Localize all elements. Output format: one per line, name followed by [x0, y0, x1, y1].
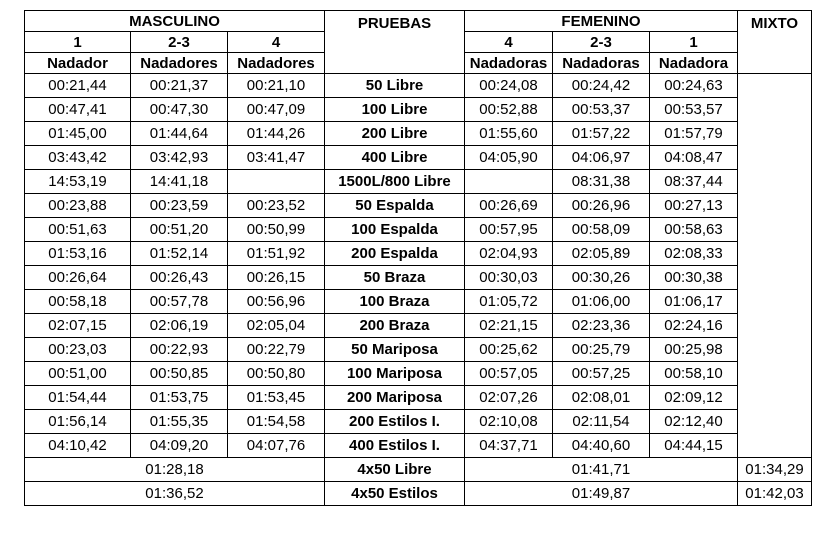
masc-time-cell: 00:56,96	[228, 290, 325, 314]
fem-time-cell: 04:05,90	[465, 146, 553, 170]
event-name-cell: 100 Libre	[325, 98, 465, 122]
table-row	[25, 122, 812, 146]
fem-time-cell: 00:52,88	[465, 98, 553, 122]
masc-time-cell: 01:44,64	[131, 122, 228, 146]
fem-time-cell: 02:12,40	[650, 410, 738, 434]
mixto-empty-cell	[738, 74, 812, 458]
event-name-cell: 50 Braza	[325, 266, 465, 290]
fem-time-cell: 00:24,42	[553, 74, 650, 98]
pruebas-header: PRUEBAS	[325, 11, 465, 74]
fem-time-cell: 00:26,69	[465, 194, 553, 218]
masc-time-cell: 00:26,64	[25, 266, 131, 290]
masc-time-cell: 00:50,99	[228, 218, 325, 242]
fem-time-cell: 00:25,79	[553, 338, 650, 362]
fem-time-cell: 00:58,09	[553, 218, 650, 242]
table-row	[25, 386, 812, 410]
fem-time-cell: 00:57,95	[465, 218, 553, 242]
masc-relay-time: 01:36,52	[25, 482, 325, 506]
table-body	[25, 74, 812, 506]
event-name-cell: 200 Estilos I.	[325, 410, 465, 434]
masc-time-cell: 01:45,00	[25, 122, 131, 146]
masc-time-cell: 04:10,42	[25, 434, 131, 458]
fem-time-cell: 02:10,08	[465, 410, 553, 434]
masc-time-cell: 01:52,14	[131, 242, 228, 266]
masc-time-cell: 00:58,18	[25, 290, 131, 314]
masc-time-cell: 01:54,44	[25, 386, 131, 410]
masc-time-cell: 02:05,04	[228, 314, 325, 338]
table-row	[25, 170, 812, 194]
masc-time-cell: 00:57,78	[131, 290, 228, 314]
masc-time-cell: 02:07,15	[25, 314, 131, 338]
fem-time-cell: 04:06,97	[553, 146, 650, 170]
fem-time-cell: 00:24,08	[465, 74, 553, 98]
fem-relay-time: 01:49,87	[465, 482, 738, 506]
masc-col-label: Nadadores	[131, 53, 228, 74]
event-name-cell: 200 Libre	[325, 122, 465, 146]
masc-time-cell: 01:53,75	[131, 386, 228, 410]
fem-time-cell: 01:55,60	[465, 122, 553, 146]
masc-time-cell: 01:53,16	[25, 242, 131, 266]
fem-time-cell: 01:05,72	[465, 290, 553, 314]
event-name-cell: 50 Libre	[325, 74, 465, 98]
masc-col-number: 1	[25, 32, 131, 53]
mixto-header: MIXTO	[738, 11, 812, 74]
event-name-cell: 50 Mariposa	[325, 338, 465, 362]
masc-col-label: Nadador	[25, 53, 131, 74]
fem-time-cell: 04:44,15	[650, 434, 738, 458]
relay-event-name: 4x50 Libre	[325, 458, 465, 482]
event-name-cell: 50 Espalda	[325, 194, 465, 218]
mixto-relay-time: 01:34,29	[738, 458, 812, 482]
table-row	[25, 146, 812, 170]
fem-time-cell: 00:58,10	[650, 362, 738, 386]
masc-col-number: 2-3	[131, 32, 228, 53]
table-row	[25, 74, 812, 98]
fem-col-number: 4	[465, 32, 553, 53]
fem-col-label: Nadadoras	[465, 53, 553, 74]
fem-time-cell: 02:08,01	[553, 386, 650, 410]
masc-time-cell: 00:51,63	[25, 218, 131, 242]
masc-time-cell: 00:23,59	[131, 194, 228, 218]
fem-time-cell: 02:24,16	[650, 314, 738, 338]
event-name-cell: 400 Libre	[325, 146, 465, 170]
masc-time-cell: 00:47,30	[131, 98, 228, 122]
fem-time-cell: 02:05,89	[553, 242, 650, 266]
fem-time-cell: 01:06,00	[553, 290, 650, 314]
fem-col-label: Nadadora	[650, 53, 738, 74]
table-row	[25, 434, 812, 458]
masc-time-cell: 14:41,18	[131, 170, 228, 194]
relay-event-name: 4x50 Estilos	[325, 482, 465, 506]
event-name-cell: 200 Braza	[325, 314, 465, 338]
masc-time-cell: 00:23,88	[25, 194, 131, 218]
masc-time-cell: 00:51,20	[131, 218, 228, 242]
masc-time-cell: 01:55,35	[131, 410, 228, 434]
table-row	[25, 410, 812, 434]
fem-time-cell: 08:31,38	[553, 170, 650, 194]
masc-time-cell: 00:23,03	[25, 338, 131, 362]
fem-col-number: 2-3	[553, 32, 650, 53]
masc-time-cell: 04:07,76	[228, 434, 325, 458]
fem-time-cell: 01:57,79	[650, 122, 738, 146]
fem-time-cell: 02:04,93	[465, 242, 553, 266]
fem-time-cell: 00:26,96	[553, 194, 650, 218]
masc-time-cell: 00:21,10	[228, 74, 325, 98]
masculino-header: MASCULINO	[25, 11, 325, 32]
fem-time-cell: 00:30,38	[650, 266, 738, 290]
masc-time-cell: 00:22,79	[228, 338, 325, 362]
fem-time-cell: 00:25,98	[650, 338, 738, 362]
table-row	[25, 218, 812, 242]
masc-time-cell: 01:56,14	[25, 410, 131, 434]
fem-col-number: 1	[650, 32, 738, 53]
masc-time-cell: 03:43,42	[25, 146, 131, 170]
event-name-cell: 100 Braza	[325, 290, 465, 314]
fem-time-cell: 02:21,15	[465, 314, 553, 338]
fem-time-cell: 00:57,25	[553, 362, 650, 386]
masc-time-cell: 00:21,37	[131, 74, 228, 98]
fem-time-cell: 00:57,05	[465, 362, 553, 386]
masc-time-cell: 00:50,85	[131, 362, 228, 386]
fem-col-label: Nadadoras	[553, 53, 650, 74]
table-row	[25, 242, 812, 266]
event-name-cell: 400 Estilos I.	[325, 434, 465, 458]
fem-time-cell: 01:57,22	[553, 122, 650, 146]
table-row	[25, 314, 812, 338]
masc-time-cell: 00:47,09	[228, 98, 325, 122]
fem-time-cell: 01:06,17	[650, 290, 738, 314]
fem-time-cell: 00:53,37	[553, 98, 650, 122]
fem-time-cell: 02:07,26	[465, 386, 553, 410]
relay-row	[25, 458, 812, 482]
fem-time-cell: 02:11,54	[553, 410, 650, 434]
table-header	[25, 11, 812, 74]
masc-time-cell: 01:54,58	[228, 410, 325, 434]
masc-time-cell: 00:23,52	[228, 194, 325, 218]
fem-time-cell: 02:08,33	[650, 242, 738, 266]
masc-time-cell: 14:53,19	[25, 170, 131, 194]
event-name-cell: 200 Mariposa	[325, 386, 465, 410]
fem-time-cell: 08:37,44	[650, 170, 738, 194]
table-row	[25, 362, 812, 386]
table-row	[25, 98, 812, 122]
masc-time-cell: 00:50,80	[228, 362, 325, 386]
masc-time-cell: 00:22,93	[131, 338, 228, 362]
fem-time-cell: 00:30,26	[553, 266, 650, 290]
masc-time-cell: 00:26,43	[131, 266, 228, 290]
fem-time-cell: 04:40,60	[553, 434, 650, 458]
masc-time-cell	[228, 170, 325, 194]
mixto-relay-time: 01:42,03	[738, 482, 812, 506]
masc-time-cell: 03:42,93	[131, 146, 228, 170]
event-name-cell: 200 Espalda	[325, 242, 465, 266]
table-row	[25, 194, 812, 218]
masc-time-cell: 00:26,15	[228, 266, 325, 290]
records-table	[24, 10, 812, 506]
table-row	[25, 338, 812, 362]
fem-time-cell: 00:27,13	[650, 194, 738, 218]
relay-row	[25, 482, 812, 506]
fem-time-cell: 04:08,47	[650, 146, 738, 170]
masc-time-cell: 03:41,47	[228, 146, 325, 170]
masc-time-cell: 01:44,26	[228, 122, 325, 146]
masc-time-cell: 00:51,00	[25, 362, 131, 386]
event-name-cell: 100 Espalda	[325, 218, 465, 242]
masc-time-cell: 04:09,20	[131, 434, 228, 458]
masc-col-number: 4	[228, 32, 325, 53]
masc-time-cell: 00:21,44	[25, 74, 131, 98]
fem-time-cell: 00:24,63	[650, 74, 738, 98]
masc-relay-time: 01:28,18	[25, 458, 325, 482]
masc-time-cell: 01:53,45	[228, 386, 325, 410]
fem-time-cell: 00:58,63	[650, 218, 738, 242]
masc-time-cell: 01:51,92	[228, 242, 325, 266]
fem-time-cell: 00:25,62	[465, 338, 553, 362]
event-name-cell: 1500L/800 Libre	[325, 170, 465, 194]
fem-time-cell: 02:23,36	[553, 314, 650, 338]
fem-time-cell: 00:30,03	[465, 266, 553, 290]
fem-time-cell: 04:37,71	[465, 434, 553, 458]
masc-time-cell: 02:06,19	[131, 314, 228, 338]
fem-relay-time: 01:41,71	[465, 458, 738, 482]
fem-time-cell: 02:09,12	[650, 386, 738, 410]
table-row	[25, 290, 812, 314]
femenino-header: FEMENINO	[465, 11, 738, 32]
table-row	[25, 266, 812, 290]
event-name-cell: 100 Mariposa	[325, 362, 465, 386]
fem-time-cell: 00:53,57	[650, 98, 738, 122]
fem-time-cell	[465, 170, 553, 194]
masc-col-label: Nadadores	[228, 53, 325, 74]
masc-time-cell: 00:47,41	[25, 98, 131, 122]
